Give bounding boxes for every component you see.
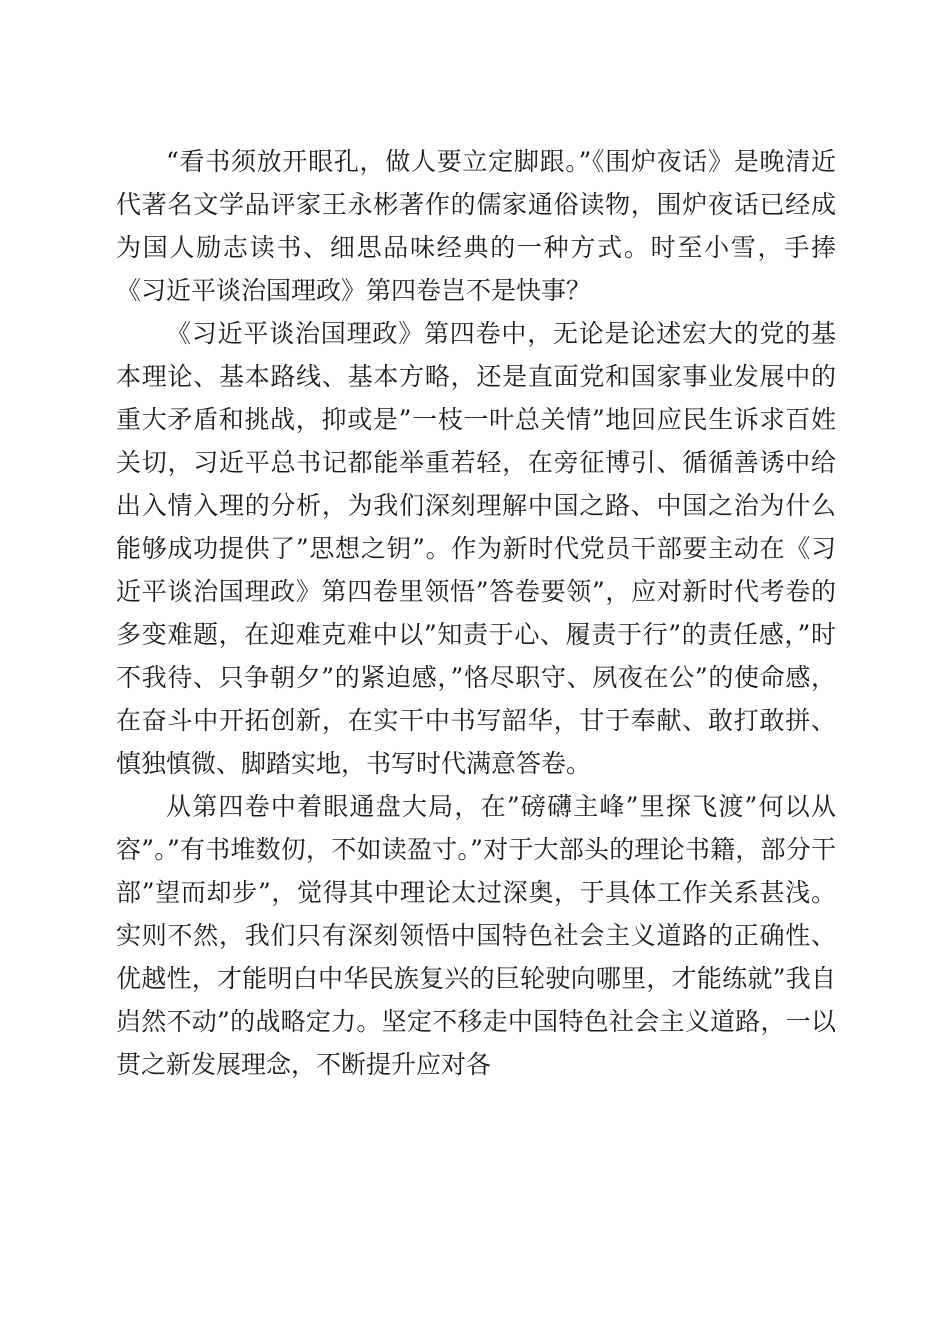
paragraph-2: 《习近平谈治国理政》第四卷中，无论是论述宏大的党的基本理论、基本路线、基本方略，还是直面党和国家事业发展中的重大矛盾和挑战，抑或是”一枝一叶总关情”地回应民生诉求百姓关切，习近平总书记都能举重若轻，在旁征博引、循循善诱中给出入情入理的分析，为我们深刻理解中国之路、中国之治为什么能够成功提供了”思想之钥”。作为新时代党员干部要主动在《习近平谈治国理政》第四卷里领悟”答卷要领”，应对新时代考卷的多变难题，在迎难克难中以”知责于心、履责于行”的责任感，”时不我待、只争朝夕”的紧迫感，”恪尽职守、夙夜在公”的使命感，在奋斗中开拓创新，在实干中书写韶华，甘于奉献、敢打敢拼、慎独慎微、脚踏实地，书写时代满意答卷。 xyxy=(116,319,836,778)
paragraph-1: “看书须放开眼孔，做人要立定脚跟。”《围炉夜话》是晚清近代著名文学品评家王永彬著作的儒家通俗读物，围炉夜话已经成为国人励志读书、细思品味经典的一种方式。时至小雪，手捧《习近平谈治国理政》第四卷岂不是快事？ xyxy=(116,147,836,305)
paragraph-3: 从第四卷中着眼通盘大局，在”磅礴主峰”里探飞渡”何以从容”。”有书堆数仞，不如读盈寸。”对于大部头的理论书籍，部分干部”望而却步”，觉得其中理论太过深奥，于具体工作关系甚浅。实则不然，我们只有深刻领悟中国特色社会主义道路的正确性、优越性，才能明白中华民族复兴的巨轮驶向哪里，才能练就”我自岿然不动”的战略定力。坚定不移走中国特色社会主义道路，一以贯之新发展理念，不断提升应对各 xyxy=(116,792,836,1079)
body-text xyxy=(116,140,836,1086)
